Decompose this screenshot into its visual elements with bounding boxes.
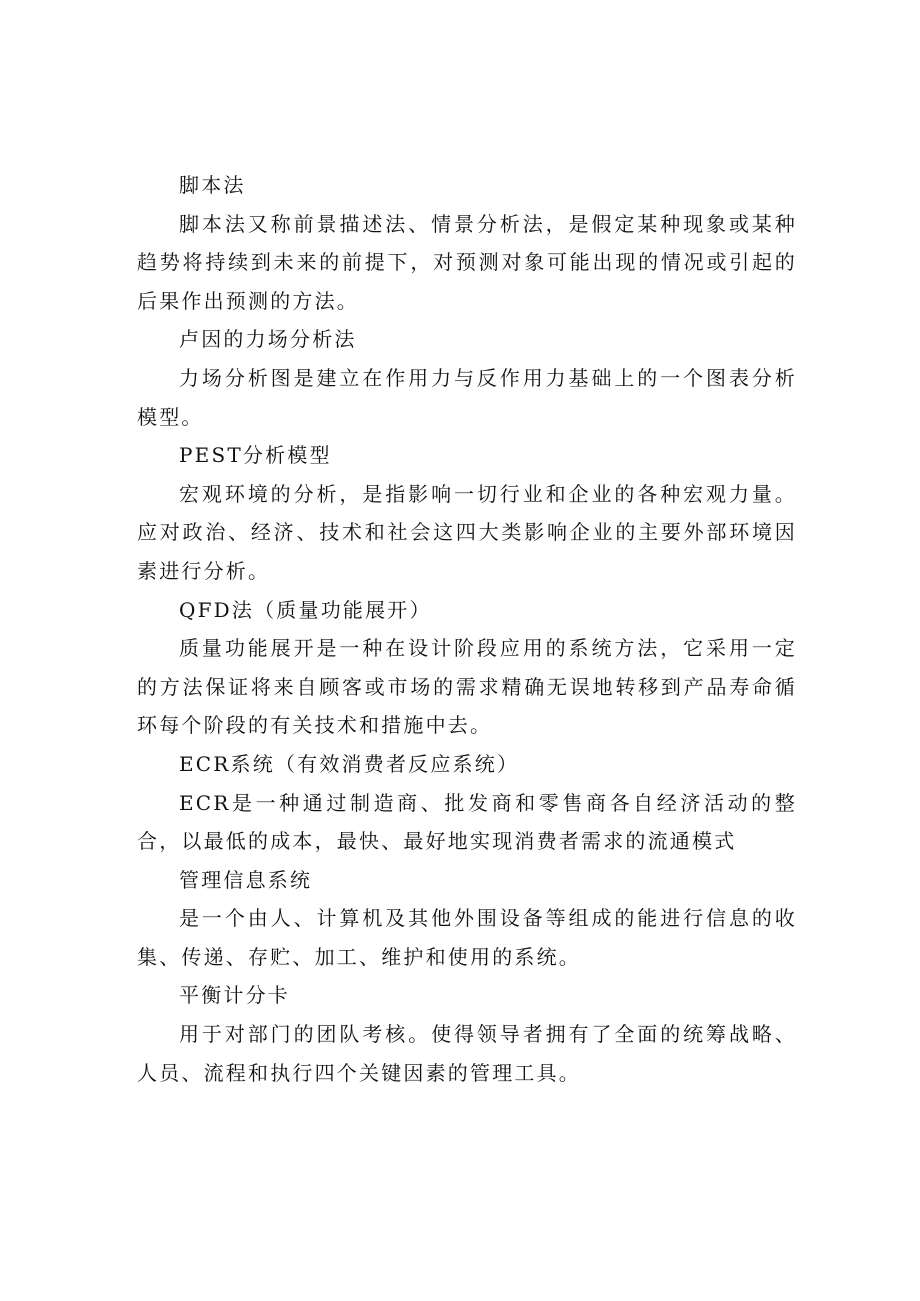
section-body: 力场分析图是建立在作用力与反作用力基础上的一个图表分析模型。 (137, 365, 797, 429)
section-heading: QFD法（质量功能展开） (179, 597, 432, 622)
section-script-method (137, 166, 797, 320)
section-body: ECR是一种通过制造商、批发商和零售商各自经济活动的整合，以最低的成本，最快、最好地实现消费者需求的流通模式 (137, 790, 797, 854)
section-body: 是一个由人、计算机及其他外围设备等组成的能进行信息的收集、传递、存贮、加工、维护和使用的系统。 (137, 906, 797, 969)
document-page (137, 166, 797, 1092)
section-force-field (137, 320, 797, 436)
section-heading: 卢因的力场分析法 (179, 327, 357, 352)
section-body: 用于对部门的团队考核。使得领导者拥有了全面的统筹战略、人员、流程和执行四个关键因素的管理工具。 (137, 1022, 797, 1085)
section-heading: PEST分析模型 (179, 443, 332, 468)
section-mis (137, 861, 797, 977)
section-heading: 脚本法 (179, 173, 246, 197)
section-qfd (137, 591, 797, 745)
section-heading: ECR系统（有效消费者反应系统） (179, 751, 520, 776)
section-heading: 平衡计分卡 (179, 983, 290, 1008)
section-pest (137, 436, 797, 590)
section-ecr (137, 745, 797, 861)
section-body: 脚本法又称前景描述法、情景分析法，是假定某种现象或某种趋势将持续到未来的前提下，对预测对象可能出现的情况或引起的后果作出预测的方法。 (137, 211, 797, 313)
section-heading: 管理信息系统 (179, 867, 313, 892)
section-body: 宏观环境的分析，是指影响一切行业和企业的各种宏观力量。应对政治、经济、技术和社会这四大类影响企业的主要外部环境因素进行分析。 (137, 481, 797, 583)
section-balanced-scorecard (137, 976, 797, 1092)
section-body: 质量功能展开是一种在设计阶段应用的系统方法，它采用一定的方法保证将来自顾客或市场的需求精确无误地转移到产品寿命循环每个阶段的有关技术和措施中去。 (137, 636, 797, 738)
